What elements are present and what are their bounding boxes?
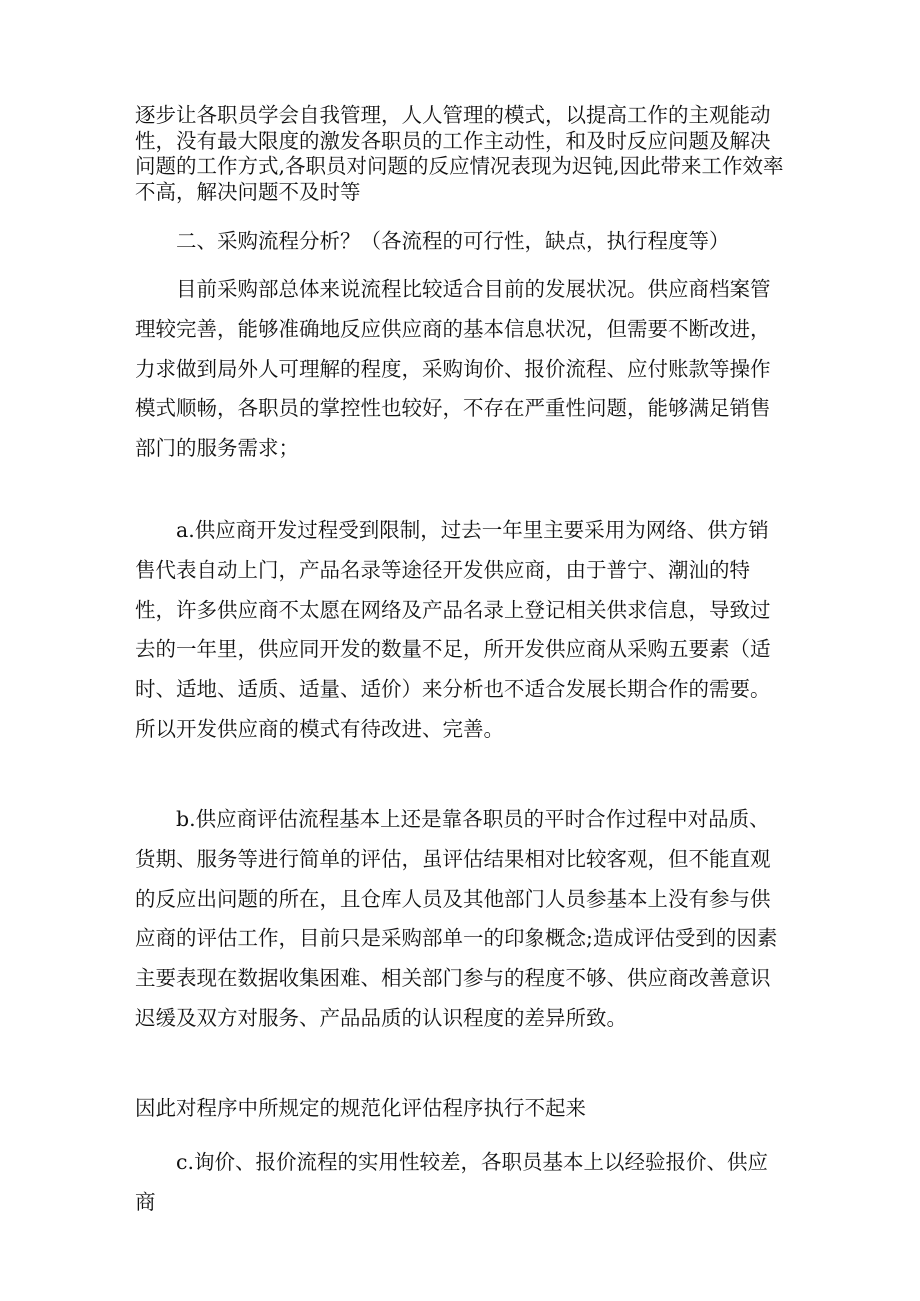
section-heading-procurement-analysis: 二、采购流程分析？（各流程的可行性，缺点，执行程度等） — [176, 229, 730, 253]
paragraph-item-a-supplier-development: a.供应商开发过程受到限制，过去一年里主要采用为网络、供方销售代表自动上门，产品名录等途径开发供应商，由于普宁、潮汕的特性，许多供应商不太愿在网络及产品名录上登记相关供求信息，导致过去的一年里，供应同开发的数量不足，所开发供应商从采购五要素（适时、适地、适质、适量、适价）来分析也不适合发展长期合作的需要。所以开发供应商的模式有待改进、完善。 — [135, 518, 771, 741]
paragraph-process-overview: 目前采购部总体来说流程比较适合目前的发展状况。供应商档案管理较完善，能够准确地反应供应商的基本信息状况，但需要不断改进，力求做到局外人可理解的程度，采购询价、报价流程、应付账款等操作模式顺畅，各职员的掌控性也较好，不存在严重性问题，能够满足销售部门的服务需求； — [135, 277, 771, 461]
paragraph-self-management: 逐步让各职员学会自我管理，人人管理的模式，以提高工作的主观能动性，没有最大限度的激发各职员的工作主动性，和及时反应问题及解决问题的工作方式,各职员对问题的反应情况表现为迟钝,因此带来工作效率不高，解决问题不及时等 — [135, 103, 784, 204]
paragraph-item-c-quotation: c.询价、报价流程的实用性较差，各职员基本上以经验报价、供应商 — [135, 1150, 768, 1214]
paragraph-evaluation-conclusion: 因此对程序中所规定的规范化评估程序执行不起来 — [135, 1096, 586, 1120]
paragraph-item-b-supplier-evaluation: b.供应商评估流程基本上还是靠各职员的平时合作过程中对品质、货期、服务等进行简单的评估，虽评估结果相对比较客观，但不能直观的反应出问题的所在，且仓库人员及其他部门人员参基本上没有参与供应商的评估工作，目前只是采购部单一的印象概念;造成评估受到的因素主要表现在数据收集困难、相关部门参与的程度不够、供应商改善意识迟缓及双方对服务、产品品质的认识程度的差异所致。 — [135, 807, 778, 1030]
